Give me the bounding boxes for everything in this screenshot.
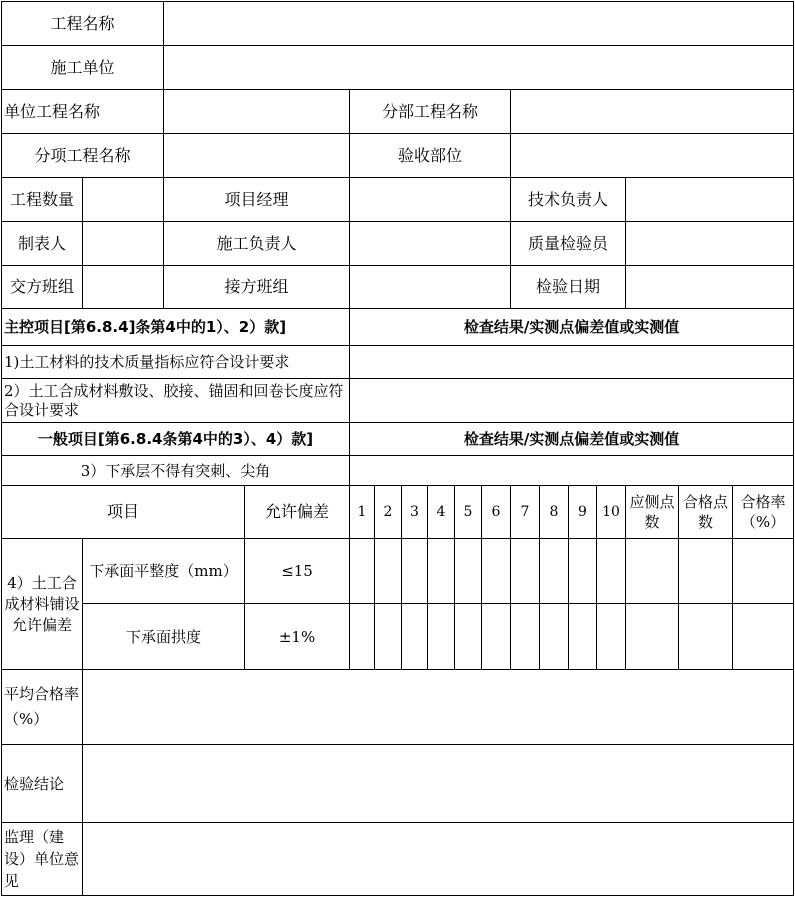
measure-cell[interactable] <box>540 539 569 604</box>
construction-unit-label: 施工单位 <box>2 46 164 90</box>
main-control-result-header: 检查结果/实测点偏差值或实测值 <box>350 309 794 346</box>
point-number-10: 10 <box>597 486 626 539</box>
quantity-field[interactable] <box>83 178 164 222</box>
construction-unit-field[interactable] <box>164 46 794 90</box>
tabulator-field[interactable] <box>83 222 164 266</box>
project-name-field[interactable] <box>164 2 794 46</box>
inspection-date-field[interactable] <box>626 266 794 309</box>
quality-inspector-field[interactable] <box>626 222 794 266</box>
measure-cell[interactable] <box>540 604 569 670</box>
handover-team-label: 交方班组 <box>2 266 83 309</box>
required-points-cell[interactable] <box>626 604 679 670</box>
measure-cell[interactable] <box>375 604 402 670</box>
measure-cell[interactable] <box>597 604 626 670</box>
receiving-team-field[interactable] <box>350 266 511 309</box>
measure-cell[interactable] <box>482 604 511 670</box>
project-manager-field[interactable] <box>350 178 511 222</box>
group-label: 4）土工合成材料铺设允许偏差 <box>2 539 83 670</box>
qualified-points-cell[interactable] <box>679 604 733 670</box>
inspection-form <box>1 1 794 896</box>
row-flatness-name: 下承面平整度（mm） <box>83 539 245 604</box>
col-qualified-points-header: 合格点数 <box>679 486 733 539</box>
construction-lead-label: 施工负责人 <box>164 222 350 266</box>
measure-cell[interactable] <box>375 539 402 604</box>
avg-pass-rate-field[interactable] <box>83 670 794 745</box>
acceptance-part-label: 验收部位 <box>350 134 511 178</box>
measure-cell[interactable] <box>511 604 540 670</box>
col-pass-rate-header: 合格率（%） <box>733 486 794 539</box>
col-tolerance-header: 允许偏差 <box>245 486 350 539</box>
point-number-5: 5 <box>455 486 482 539</box>
main-control-item-1-result[interactable] <box>350 346 794 379</box>
project-manager-label: 项目经理 <box>164 178 350 222</box>
supervisor-opinion-label: 监理（建设）单位意见 <box>2 823 83 896</box>
general-header: 一般项目[第6.8.4条第4中的3）、4）款] <box>2 423 350 456</box>
measure-cell[interactable] <box>402 604 428 670</box>
measure-cell[interactable] <box>350 604 375 670</box>
qualified-points-cell[interactable] <box>679 539 733 604</box>
point-number-9: 9 <box>569 486 597 539</box>
inspection-date-label: 检验日期 <box>511 266 626 309</box>
point-number-7: 7 <box>511 486 540 539</box>
tech-lead-field[interactable] <box>626 178 794 222</box>
item-project-name-field[interactable] <box>164 134 350 178</box>
col-required-points-header: 应侧点数 <box>626 486 679 539</box>
point-number-8: 8 <box>540 486 569 539</box>
general-item-3: 3）下承层不得有突刺、尖角 <box>2 456 350 486</box>
point-number-4: 4 <box>428 486 455 539</box>
receiving-team-label: 接方班组 <box>164 266 350 309</box>
measure-cell[interactable] <box>428 604 455 670</box>
division-project-name-field[interactable] <box>511 90 794 134</box>
measure-cell[interactable] <box>428 539 455 604</box>
required-points-cell[interactable] <box>626 539 679 604</box>
point-number-1: 1 <box>350 486 375 539</box>
measure-cell[interactable] <box>402 539 428 604</box>
main-control-item-2: 2）土工合成材料敷设、胶接、锚固和回卷长度应符合设计要求 <box>2 379 350 423</box>
main-control-item-2-result[interactable] <box>350 379 794 423</box>
general-item-3-result[interactable] <box>350 456 794 486</box>
unit-project-name-field[interactable] <box>164 90 350 134</box>
construction-lead-field[interactable] <box>350 222 511 266</box>
main-control-header: 主控项目[第6.8.4]条第4中的1）、2）款] <box>2 309 350 346</box>
measure-cell[interactable] <box>569 604 597 670</box>
pass-rate-cell[interactable] <box>733 539 794 604</box>
conclusion-field[interactable] <box>83 745 794 823</box>
tech-lead-label: 技术负责人 <box>511 178 626 222</box>
division-project-name-label: 分部工程名称 <box>350 90 511 134</box>
point-number-6: 6 <box>482 486 511 539</box>
measure-cell[interactable] <box>597 539 626 604</box>
item-project-name-label: 分项工程名称 <box>2 134 164 178</box>
quality-inspector-label: 质量检验员 <box>511 222 626 266</box>
quantity-label: 工程数量 <box>2 178 83 222</box>
main-control-item-1: 1)土工材料的技术质量指标应符合设计要求 <box>2 346 350 379</box>
measure-cell[interactable] <box>350 539 375 604</box>
avg-pass-rate-label: 平均合格率（%） <box>2 670 83 745</box>
tabulator-label: 制表人 <box>2 222 83 266</box>
handover-team-field[interactable] <box>83 266 164 309</box>
row-flatness-tolerance: ≤15 <box>245 539 350 604</box>
row-camber-name: 下承面拱度 <box>83 604 245 670</box>
unit-project-name-label: 单位工程名称 <box>2 90 164 134</box>
row-camber-tolerance: ±1% <box>245 604 350 670</box>
conclusion-label: 检验结论 <box>2 745 83 823</box>
col-item-header: 项目 <box>2 486 245 539</box>
acceptance-part-field[interactable] <box>511 134 794 178</box>
project-name-label: 工程名称 <box>2 2 164 46</box>
point-number-3: 3 <box>402 486 428 539</box>
measure-cell[interactable] <box>482 539 511 604</box>
measure-cell[interactable] <box>569 539 597 604</box>
measure-cell[interactable] <box>511 539 540 604</box>
pass-rate-cell[interactable] <box>733 604 794 670</box>
general-result-header: 检查结果/实测点偏差值或实测值 <box>350 423 794 456</box>
measure-cell[interactable] <box>455 604 482 670</box>
supervisor-opinion-field[interactable] <box>83 823 794 896</box>
point-number-2: 2 <box>375 486 402 539</box>
measure-cell[interactable] <box>455 539 482 604</box>
